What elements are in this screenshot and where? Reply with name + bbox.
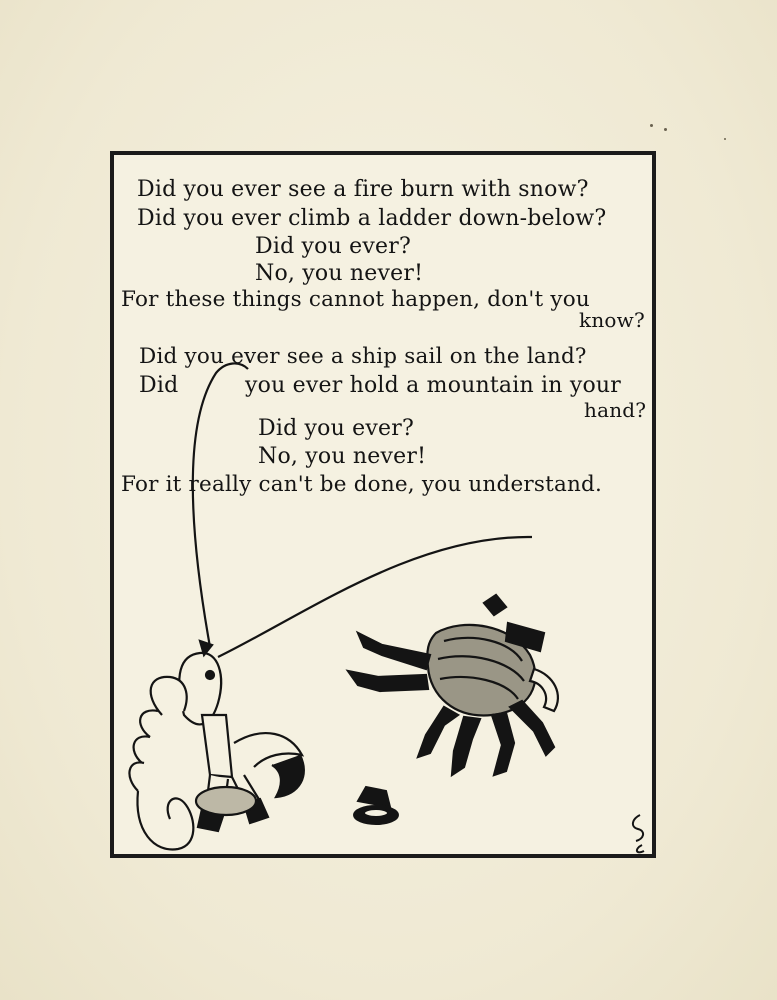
hat-icon [354,787,398,824]
stanza2-line4: No, you never! [258,444,427,469]
stanza2-line2-wrap: hand? [584,398,647,422]
artist-monogram-icon [633,815,644,852]
stanza2-line3: Did you ever? [258,416,414,441]
paper-speck [724,138,726,140]
lobster-figure [129,641,303,849]
stanza2-line5: For it really can't be done, you understand. [121,472,603,497]
stanza1-line2: Did you ever climb a ladder down-below? [137,206,607,231]
paper-speck [650,124,653,127]
stanza1-line4: No, you never! [255,261,424,286]
paper-speck [664,128,667,131]
stanza2-line2a: Did [139,373,179,398]
stanza1-line5: For these things cannot happen, don't you [121,287,590,312]
illustration [114,155,652,854]
stanza1-line3: Did you ever? [255,234,411,259]
illustration-frame [110,151,656,858]
lobster-antenna [193,363,248,647]
stanza1-line1: Did you ever see a fire burn with snow? [137,177,589,202]
stanza1-line5-wrap: know? [579,308,645,332]
crab-figure [348,595,558,775]
stanza2-line2b: you ever hold a mountain in your [245,373,622,398]
stanza2-line1: Did you ever see a ship sail on the land? [139,344,587,369]
